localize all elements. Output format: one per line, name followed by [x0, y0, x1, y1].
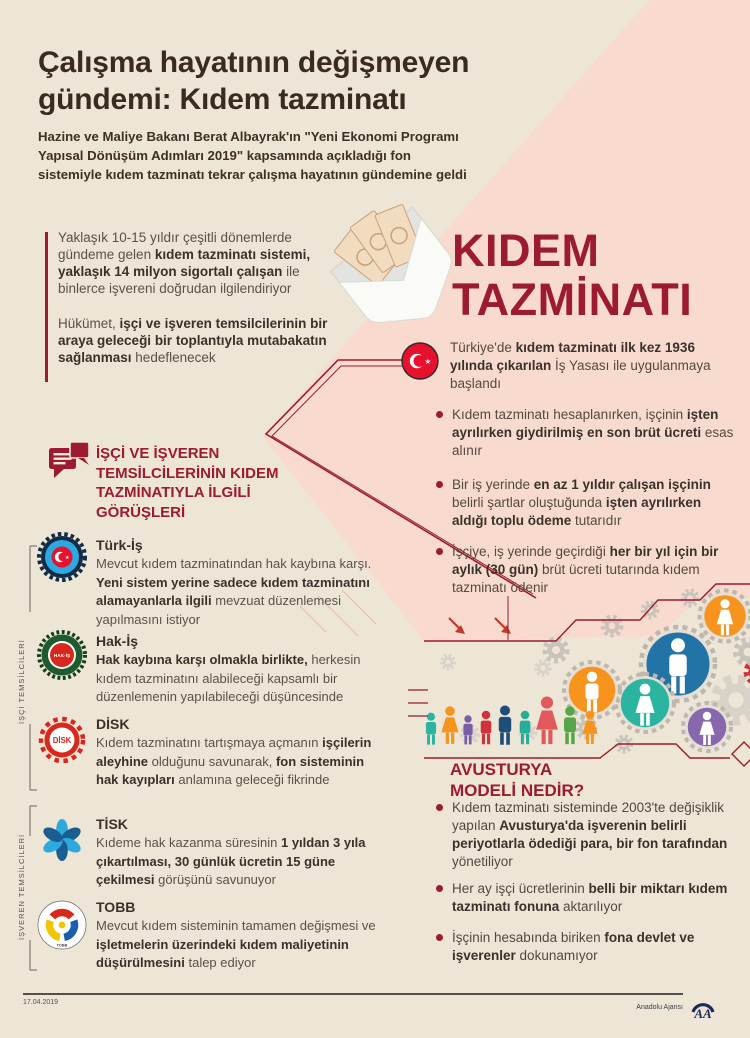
fact-bullet-3: İşçiye, iş yerinde geçirdiği her bir yıl için bir aylık (30 gün) brüt ücreti tutarında kıdem tazminatı ödenir — [452, 544, 719, 595]
panel-title: KIDEM TAZMİNATI — [452, 225, 693, 325]
fact-bullet-2: Bir iş yerinde en az 1 yıldır çalışan işçinin belirli şartlar oluştuğunda işten ayrılırken aldığı toplu ödeme tutarıdır — [452, 477, 711, 528]
page-subtitle: Hazine ve Maliye Bakanı Berat Albayrak'ın "Yeni Ekonomi Programı Yapısal Dönüşüm Adımları 2019" kapsamında açıkladığı fon sistemiyle kıdem tazminatı tekrar çalışma hayatının gündemine geldi — [38, 129, 467, 182]
org-name-turk-is: Türk-İş — [96, 537, 143, 553]
austria-heading: AVUSTURYA MODELİ NEDİR? — [450, 760, 585, 800]
intro-accent-bar — [45, 232, 48, 382]
bullet-dot — [436, 804, 443, 811]
disk-logo — [34, 712, 90, 768]
tobb-logo — [34, 897, 90, 953]
austria-bullet-2: Her ay işçi ücretlerinin belli bir miktarı kıdem tazminatı fonuna aktarılıyor — [452, 881, 728, 914]
turkey-flag-icon — [399, 340, 441, 382]
footer-divider — [23, 993, 683, 995]
bullet-dot — [436, 481, 443, 488]
opinions-heading: İŞÇİ VE İŞVEREN TEMSİLCİLERİNİN KIDEM TAZMİNATIYLA İLGİLİ GÖRÜŞLERİ — [96, 445, 279, 521]
intro-paragraph-2: Hükümet, işçi ve işveren temsilcilerinin bir araya geleceği bir toplantıyla mutabakatın sağlanması hedeflenecek — [58, 316, 328, 365]
org-text-tisk: Kıdeme hak kazanma süresinin 1 yıldan 3 yıla çıkartılması, 30 günlük ücretin 15 güne çekilmesi görüşünü savunuyor — [96, 835, 366, 887]
bullet-dot — [436, 934, 443, 941]
org-text-disk: Kıdem tazminatını tartışmaya açmanın işçilerin aleyhine olduğunu savunarak, fon sisteminin hak kayıpları anlamına geleceği fikrinde — [96, 735, 372, 787]
aa-logo — [689, 995, 717, 1023]
austria-bullet-1: Kıdem tazminatı sisteminde 2003'te değişiklik yapılan Avusturya'da işverenin belirli periyotlarla ödediği para, bir fon tarafından yönetiliyor — [452, 800, 728, 869]
org-text-turk-is: Mevcut kıdem tazminatından hak kaybına karşı. Yeni sistem yerine sadece kıdem tazminatını alamayanlarla ilgili mevzuat düzenlemesi yapılmasını istiyor — [96, 556, 372, 627]
page-title — [38, 44, 528, 118]
org-name-disk: DİSK — [96, 716, 130, 732]
flag-fact-text: Türkiye'de kıdem tazminatı ilk kez 1936 yılında çıkarılan İş Yasası ile uygulanmaya başlandı — [450, 340, 711, 391]
svg-text:TOBB: TOBB — [56, 943, 68, 948]
org-text-hak-is: Hak kaybına karşı olmakla birlikte, herkesin kıdem tazminatını alabileceği kapsamlı bir düzenlemenin yapılabileceği düşüncesinde — [96, 652, 361, 704]
group-label-employers: İŞVEREN TEMSİLCİLERİ — [17, 833, 26, 940]
bullet-dot — [436, 548, 443, 555]
bullet-dot — [436, 885, 443, 892]
org-name-hak-is: Hak-İş — [96, 633, 139, 649]
group-label-workers: İŞÇİ TEMSİLCİLERİ — [17, 639, 26, 724]
org-text-tobb: Mevcut kıdem sisteminin tamamen değişmesi ve işletmelerin üzerindeki kıdem maliyetinin düşürülmesini talep ediyor — [96, 918, 376, 970]
org-name-tobb: TOBB — [96, 899, 136, 915]
svg-text:★: ★ — [424, 356, 432, 366]
bullet-dot — [436, 411, 443, 418]
svg-text:AA: AA — [694, 1006, 712, 1021]
footer-date: 17.04.2019 — [23, 999, 59, 1006]
footer-agency: Anadolu Ajansı — [636, 1004, 683, 1011]
arrow-down-right-icon — [449, 618, 511, 634]
intro-paragraph-1: Yaklaşık 10-15 yıldır çeşitli dönemlerde gündeme gelen kıdem tazminatı sistemi, yaklaşık 14 milyon sigortalı çalışan ile binlerce işvereni doğrudan ilgilendiriyor — [58, 230, 311, 296]
speech-bubbles-icon — [48, 441, 90, 487]
page-title-line2: gündemi: Kıdem tazminatı — [38, 83, 407, 116]
svg-text:HAK-İŞ: HAK-İŞ — [53, 653, 71, 659]
hak-is-logo — [34, 627, 90, 683]
turk-is-logo — [34, 529, 90, 585]
tisk-logo — [34, 812, 90, 868]
svg-text:DİSK: DİSK — [52, 735, 72, 745]
svg-text:★: ★ — [65, 555, 70, 562]
fact-bullet-1: Kıdem tazminatı hesaplanırken, işçinin işten ayrılırken giydirilmiş en son brüt ücreti esas alınır — [452, 407, 734, 458]
page-title-line1: Çalışma hayatının değişmeyen — [38, 46, 470, 79]
austria-bullet-3: İşçinin hesabında biriken fona devlet ve işverenler dokunamıyor — [452, 930, 695, 963]
org-name-tisk: TİSK — [96, 816, 128, 832]
